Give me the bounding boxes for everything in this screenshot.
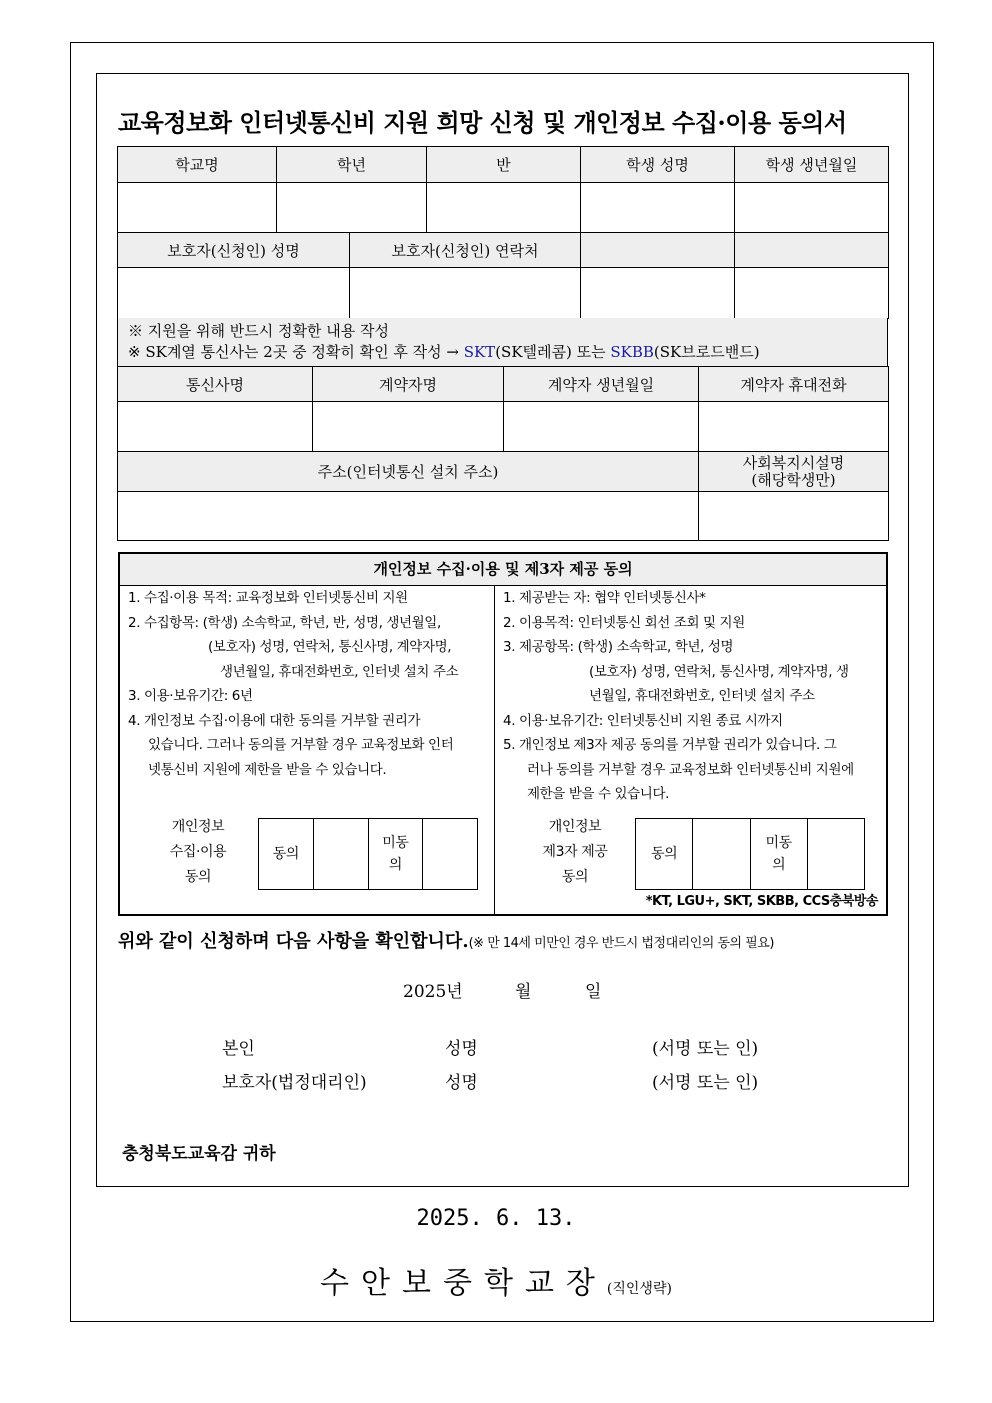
header-contractor-birth: 계약자 생년월일 — [504, 367, 699, 402]
header-guardian-contact: 보호자(신청인) 연락처 — [350, 233, 581, 268]
school-field[interactable] — [118, 183, 277, 234]
self-sign-label: (서명 또는 인) — [652, 1039, 759, 1059]
date-day: 일 — [585, 982, 602, 1002]
date-month: 월 — [515, 982, 532, 1002]
notice-line-1: ※ 지원을 위해 반드시 정확한 내용 작성 — [128, 322, 389, 340]
contractor-phone-field[interactable] — [699, 402, 889, 452]
guardian-table — [117, 232, 889, 319]
header-student-birth: 학생 생년월일 — [735, 147, 889, 183]
consent-heading: 개인정보 수집·이용 및 제3자 제공 동의 — [120, 554, 886, 586]
header-address: 주소(인터넷통신 설치 주소) — [118, 452, 699, 492]
seal-omitted-note: (직인생략) — [606, 1281, 672, 1297]
principal-signature: 수안보중학교장(직인생략) — [320, 1266, 672, 1301]
self-name-label: 성명 — [445, 1039, 478, 1059]
header-carrier: 통신사명 — [118, 367, 313, 402]
consent-left: 1. 수집·이용 목적: 교육정보화 인터넷통신비 지원 2. 수집항목: (학생) 소속학교, 학년, 반, 성명, 생년월일, (보호자) 성명, 연락처, 통신사명, 계약자명, 생년월일, 휴대전화번호, 인터넷 설치 주소 3. 이용·보유기간: 6년 4. 개인정보 수집·이용에 대한 동의를 거부할 권리가 있습니다. 그러나 동의를 거부할 경우 교육정보화 인터 넷통신비 지원에 제한을 받을 수 있습니다. 개인정보 수집·이용 동의 동의 미동 의 — [120, 585, 495, 914]
skbb-label: SKBB — [610, 343, 654, 361]
consent-right: 1. 제공받는 자: 협약 인터넷통신사* 2. 이용목적: 인터넷통신 회선 조회 및 지원 3. 제공항목: (학생) 소속학교, 학년, 성명 (보호자) 성명, 연락처, 통신사명, 계약자명, 생 년월일, 휴대전화번호, 인터넷 설치 주소 4. 이용·보유기간: 인터넷통신비 지원 종료 시까지 5. 개인정보 제3자 제공 동의를 거부할 권리가 있습니다. 그 러나 동의를 거부할 경우 교육정보화 인터넷통신비 지원에 제한을 받을 수 있습니다. 개인정보 제3자 제공 동의 동의 미동 의 *KT, LGU+, SKT, SKBB, CCS충북방송 — [495, 585, 886, 914]
header-contractor: 계약자명 — [313, 367, 504, 402]
notice-box — [117, 318, 888, 366]
confirm-statement: 위와 같이 신청하며 다음 사항을 확인합니다.(※ 만 14세 미만인 경우 반드시 법정대리인의 동의 필요) — [118, 931, 774, 952]
left-agree-check[interactable] — [313, 819, 368, 890]
right-agree-label: 동의 — [636, 819, 693, 890]
address-field[interactable] — [118, 492, 699, 541]
header-guardian-name: 보호자(신청인) 성명 — [118, 233, 350, 268]
carriers-note: *KT, LGU+, SKT, SKBB, CCS충북방송 — [645, 893, 878, 909]
left-consent-label: 개인정보 수집·이용 동의 — [169, 819, 227, 885]
student-birth-field[interactable] — [735, 183, 889, 234]
skt-label: SKT — [463, 343, 496, 361]
guardian-sign-label: (서명 또는 인) — [652, 1073, 759, 1093]
left-disagree-label: 미동 의 — [368, 819, 423, 890]
header-contractor-phone: 계약자 휴대전화 — [699, 367, 889, 402]
carrier-field[interactable] — [118, 402, 313, 452]
header-class: 반 — [427, 147, 581, 183]
notice-line-2: ※ SK계열 통신사는 2곳 중 정확히 확인 후 작성 → SKT(SK텔레콤) 또는 SKBB(SK브로드밴드) — [128, 343, 760, 361]
right-consent-boxes — [635, 818, 865, 890]
recipient: 충청북도교육감 귀하 — [122, 1144, 276, 1164]
left-agree-label: 동의 — [259, 819, 314, 890]
header-grade: 학년 — [277, 147, 427, 183]
header-student-name: 학생 성명 — [581, 147, 735, 183]
form-title: 교육정보화 인터넷통신비 지원 희망 신청 및 개인정보 수집·이용 동의서 — [118, 108, 847, 137]
guardian-name-field[interactable] — [118, 268, 350, 319]
document-date: 2025. 6. 13. — [416, 1206, 576, 1231]
welfare-field[interactable] — [699, 492, 889, 541]
class-field[interactable] — [427, 183, 581, 234]
self-label: 본인 — [222, 1039, 255, 1059]
header-welfare: 사회복지시설명 (해당학생만) — [699, 452, 889, 492]
grade-field[interactable] — [277, 183, 427, 234]
consent-section — [118, 552, 888, 916]
date-year: 2025년 — [403, 982, 463, 1002]
guardian-label: 보호자(법정대리인) — [222, 1073, 367, 1093]
left-disagree-check[interactable] — [423, 819, 478, 890]
guardian-name-label: 성명 — [445, 1073, 478, 1093]
student-name-field[interactable] — [581, 183, 735, 234]
contractor-field[interactable] — [313, 402, 504, 452]
left-consent-boxes — [258, 818, 478, 890]
student-table — [117, 146, 889, 234]
contract-table — [117, 366, 889, 541]
right-disagree-check[interactable] — [807, 819, 864, 890]
age-note: (※ 만 14세 미만인 경우 반드시 법정대리인의 동의 필요) — [468, 936, 774, 951]
right-disagree-label: 미동 의 — [750, 819, 807, 890]
contractor-birth-field[interactable] — [504, 402, 699, 452]
guardian-contact-field[interactable] — [350, 268, 581, 319]
right-agree-check[interactable] — [693, 819, 750, 890]
right-consent-label: 개인정보 제3자 제공 동의 — [542, 819, 608, 885]
header-school: 학교명 — [118, 147, 277, 183]
